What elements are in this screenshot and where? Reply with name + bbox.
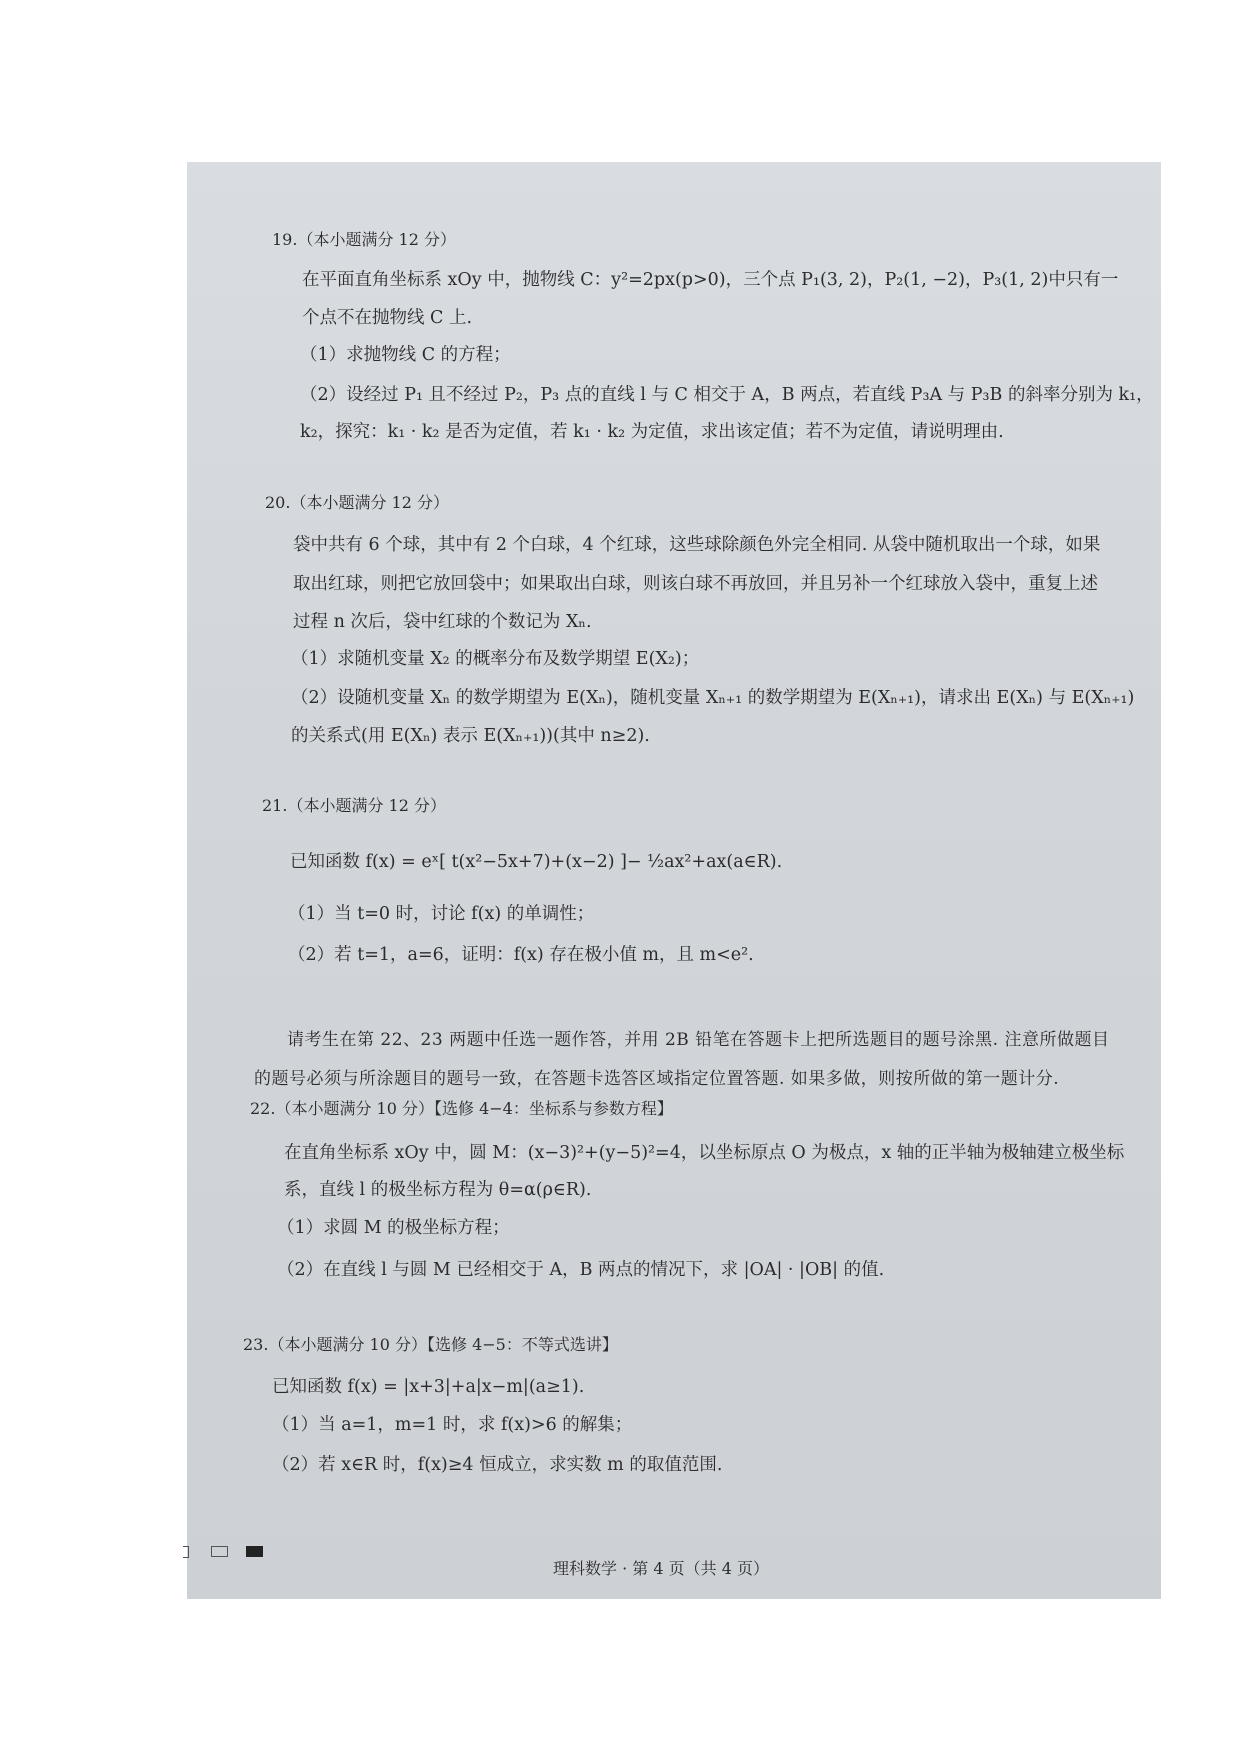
q19-part2: （2）设经过 P₁ 且不经过 P₂，P₃ 点的直线 l 与 C 相交于 A，B 两点，若直线 P₃A 与 P₃B 的斜率分别为 k₁， [300,385,1154,405]
q22-line: 系，直线 l 的极坐标方程为 θ=α(ρ∈R). [284,1180,592,1200]
q22-part2: （2）在直线 l 与圆 M 已经相交于 A，B 两点的情况下，求 |OA| · |OB| 的值. [277,1260,885,1280]
q20-line: 过程 n 次后，袋中红球的个数记为 Xₙ. [293,612,592,632]
q19-line: 个点不在抛物线 C 上. [302,308,473,328]
page-footer: 理科数学 · 第 4 页（共 4 页） [553,1559,769,1578]
selection-notice: 的题号必须与所涂题目的题号一致，在答题卡选答区域指定位置答题. 如果多做，则按所做的第一题计分. [254,1069,1060,1089]
q23-function: 已知函数 f(x) = |x+3|+a|x−m|(a≥1). [272,1377,585,1397]
q21-part2: （2）若 t=1，a=6，证明：f(x) 存在极小值 m，且 m<e². [288,945,754,965]
mark-left-icon [183,1546,189,1558]
q20-part2: （2）设随机变量 Xₙ 的数学期望为 E(Xₙ)，随机变量 Xₙ₊₁ 的数学期望为 E(Xₙ₊₁)，请求出 E(Xₙ) 与 E(Xₙ₊₁) [291,688,1135,708]
q20-part1: （1）求随机变量 X₂ 的概率分布及数学期望 E(X₂)； [291,649,700,669]
q22-heading: 22.（本小题满分 10 分）【选修 4−4：坐标系与参数方程】 [250,1099,673,1118]
q23-part1: （1）当 a=1，m=1 时，求 f(x)>6 的解集； [272,1415,633,1435]
q21-heading: 21.（本小题满分 12 分） [262,796,446,815]
q21-part1: （1）当 t=0 时，讨论 f(x) 的单调性； [288,904,595,924]
q19-heading: 19.（本小题满分 12 分） [272,230,456,249]
q20-heading: 20.（本小题满分 12 分） [265,493,449,512]
q19-part1: （1）求抛物线 C 的方程； [300,345,511,365]
q21-function: 已知函数 f(x) = eˣ[ t(x²−5x+7)+(x−2) ]− ½ax²+ax(a∈R). [290,852,783,872]
q19-line: k₂，探究：k₁ · k₂ 是否为定值，若 k₁ · k₂ 为定值，求出该定值；若不为定值，请说明理由. [300,422,1004,442]
q20-line: 的关系式(用 E(Xₙ) 表示 E(Xₙ₊₁))(其中 n≥2). [291,726,650,746]
q22-part1: （1）求圆 M 的极坐标方程； [277,1218,510,1238]
q23-part2: （2）若 x∈R 时，f(x)≥4 恒成立，求实数 m 的取值范围. [272,1455,723,1475]
q22-line: 在直角坐标系 xOy 中，圆 M：(x−3)²+(y−5)²=4，以坐标原点 O 为极点，x 轴的正半轴为极轴建立极坐标 [284,1143,1125,1163]
mark-filled-rect-icon [246,1546,263,1557]
q19-line: 在平面直角坐标系 xOy 中，抛物线 C：y²=2px(p>0)，三个点 P₁(3, 2)，P₂(1, −2)，P₃(1, 2)中只有一 [302,270,1119,290]
mark-open-rect-icon [211,1546,228,1557]
q23-heading: 23.（本小题满分 10 分）【选修 4−5：不等式选讲】 [243,1335,618,1354]
q20-line: 袋中共有 6 个球，其中有 2 个白球，4 个红球，这些球除颜色外完全相同. 从袋中随机取出一个球，如果 [293,535,1101,555]
q20-line: 取出红球，则把它放回袋中；如果取出白球，则该白球不再放回，并且另补一个红球放入袋中，重复上述 [293,574,1098,594]
selection-notice: 请考生在第 22、23 两题中任选一题作答，并用 2B 铅笔在答题卡上把所选题目的题号涂黑. 注意所做题目 [287,1030,1110,1050]
